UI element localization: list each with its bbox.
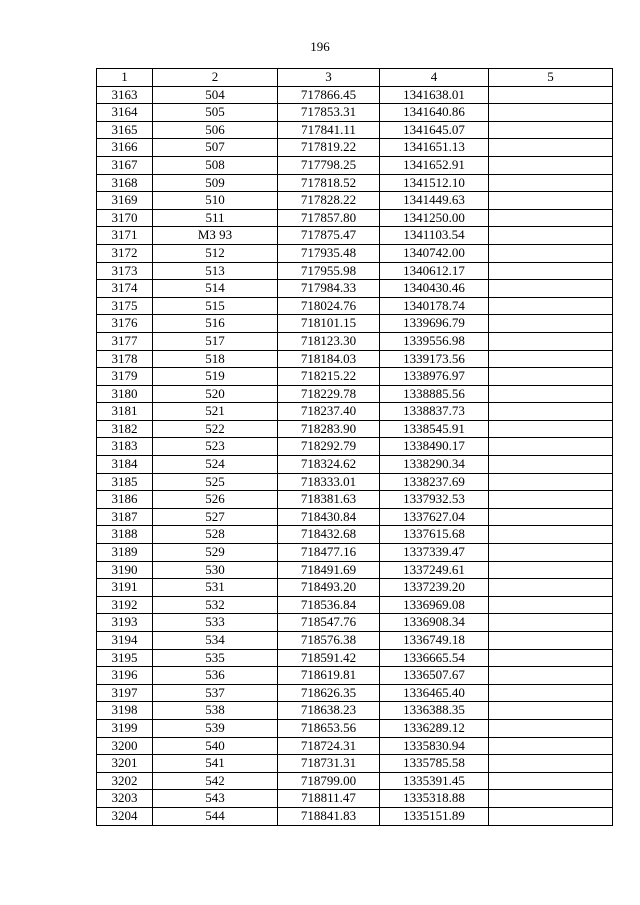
table-cell: 1336749.18: [380, 632, 489, 650]
table-cell: 3180: [97, 385, 153, 403]
table-cell: 537: [153, 684, 278, 702]
table-row: [97, 807, 613, 825]
table-cell: 718547.76: [278, 614, 380, 632]
table-cell: [489, 667, 613, 685]
table-row: [97, 368, 613, 386]
table-cell: [489, 561, 613, 579]
table-cell: 509: [153, 174, 278, 192]
table-cell: 1337615.68: [380, 526, 489, 544]
table-cell: 3184: [97, 456, 153, 474]
table-cell: 1341512.10: [380, 174, 489, 192]
table-row: [97, 315, 613, 333]
table-cell: 718799.00: [278, 772, 380, 790]
table-cell: 3169: [97, 192, 153, 210]
table-cell: 3176: [97, 315, 153, 333]
table-cell: 717819.22: [278, 139, 380, 157]
table-row: [97, 526, 613, 544]
table-row: [97, 508, 613, 526]
table-cell: 718724.31: [278, 737, 380, 755]
table-cell: 1335318.88: [380, 790, 489, 808]
table-cell: 717857.80: [278, 209, 380, 227]
table-row: [97, 385, 613, 403]
table-cell: 1337239.20: [380, 579, 489, 597]
table-cell: 527: [153, 508, 278, 526]
table-cell: [489, 156, 613, 174]
table-cell: 1341250.00: [380, 209, 489, 227]
table-cell: 1335785.58: [380, 755, 489, 773]
table-row: [97, 438, 613, 456]
table-cell: 718184.03: [278, 350, 380, 368]
table-cell: 717866.45: [278, 86, 380, 104]
table-cell: 1336289.12: [380, 719, 489, 737]
table-cell: 1340430.46: [380, 280, 489, 298]
table-cell: 718491.69: [278, 561, 380, 579]
table-cell: 1340612.17: [380, 262, 489, 280]
table-cell: 3177: [97, 332, 153, 350]
table-cell: 1338237.69: [380, 473, 489, 491]
table-cell: [489, 737, 613, 755]
table-cell: 3198: [97, 702, 153, 720]
table-cell: 3195: [97, 649, 153, 667]
table-cell: 513: [153, 262, 278, 280]
table-cell: 718237.40: [278, 403, 380, 421]
table-cell: [489, 790, 613, 808]
column-header: 1: [97, 69, 153, 87]
table-header-row: [97, 69, 613, 87]
column-header: 2: [153, 69, 278, 87]
table-row: [97, 491, 613, 509]
table-cell: [489, 121, 613, 139]
table-row: [97, 139, 613, 157]
table-cell: [489, 350, 613, 368]
table-row: [97, 790, 613, 808]
table-cell: 3178: [97, 350, 153, 368]
table-cell: [489, 192, 613, 210]
table-cell: 3200: [97, 737, 153, 755]
table-cell: [489, 139, 613, 157]
table-row: [97, 350, 613, 368]
table-cell: 1341640.86: [380, 104, 489, 122]
table-cell: 717828.22: [278, 192, 380, 210]
table-row: [97, 332, 613, 350]
table-cell: 540: [153, 737, 278, 755]
table-cell: [489, 456, 613, 474]
table-cell: 718430.84: [278, 508, 380, 526]
table-cell: 1341638.01: [380, 86, 489, 104]
table-row: [97, 121, 613, 139]
table-row: [97, 262, 613, 280]
table-cell: 3199: [97, 719, 153, 737]
table-cell: 717955.98: [278, 262, 380, 280]
table-cell: МЗ 93: [153, 227, 278, 245]
table-row: [97, 244, 613, 262]
table-cell: 717841.11: [278, 121, 380, 139]
table-row: [97, 156, 613, 174]
column-header: 3: [278, 69, 380, 87]
table-row: [97, 772, 613, 790]
table-cell: 718215.22: [278, 368, 380, 386]
table-cell: 542: [153, 772, 278, 790]
table-row: [97, 192, 613, 210]
table-cell: 1339696.79: [380, 315, 489, 333]
table-cell: 3197: [97, 684, 153, 702]
table-cell: [489, 719, 613, 737]
table-cell: 1337627.04: [380, 508, 489, 526]
table-cell: [489, 544, 613, 562]
table-row: [97, 174, 613, 192]
table-cell: 1340178.74: [380, 297, 489, 315]
table-cell: [489, 244, 613, 262]
table-cell: 1335391.45: [380, 772, 489, 790]
table-cell: [489, 632, 613, 650]
table-cell: 1341652.91: [380, 156, 489, 174]
table-cell: [489, 702, 613, 720]
table-cell: 512: [153, 244, 278, 262]
coordinates-table: [96, 68, 613, 826]
table-cell: [489, 596, 613, 614]
table-cell: 507: [153, 139, 278, 157]
table-row: [97, 456, 613, 474]
table-cell: 1337249.61: [380, 561, 489, 579]
table-cell: 718536.84: [278, 596, 380, 614]
table-cell: 1336665.54: [380, 649, 489, 667]
table-cell: [489, 209, 613, 227]
table-cell: [489, 227, 613, 245]
table-row: [97, 755, 613, 773]
table-cell: 718229.78: [278, 385, 380, 403]
table-cell: [489, 280, 613, 298]
table-cell: [489, 86, 613, 104]
table-cell: 3185: [97, 473, 153, 491]
page-number: 196: [310, 39, 330, 54]
table-row: [97, 614, 613, 632]
table-cell: 541: [153, 755, 278, 773]
table-row: [97, 420, 613, 438]
table-cell: 536: [153, 667, 278, 685]
table-cell: 718101.15: [278, 315, 380, 333]
table-cell: 717798.25: [278, 156, 380, 174]
table-row: [97, 209, 613, 227]
table-cell: 1336465.40: [380, 684, 489, 702]
table-row: [97, 104, 613, 122]
table-cell: 522: [153, 420, 278, 438]
table-cell: 717875.47: [278, 227, 380, 245]
table-cell: 3173: [97, 262, 153, 280]
table-cell: 3170: [97, 209, 153, 227]
table-cell: 524: [153, 456, 278, 474]
table-cell: 718591.42: [278, 649, 380, 667]
table-cell: 3179: [97, 368, 153, 386]
table-cell: 508: [153, 156, 278, 174]
table-cell: 1338290.34: [380, 456, 489, 474]
table-cell: 1336908.34: [380, 614, 489, 632]
table-cell: 1336969.08: [380, 596, 489, 614]
table-cell: 525: [153, 473, 278, 491]
table-cell: 523: [153, 438, 278, 456]
table-row: [97, 297, 613, 315]
table-cell: 717853.31: [278, 104, 380, 122]
table-cell: 718477.16: [278, 544, 380, 562]
table-cell: 3174: [97, 280, 153, 298]
table-cell: [489, 297, 613, 315]
table-cell: 3187: [97, 508, 153, 526]
table-cell: 519: [153, 368, 278, 386]
table-row: [97, 403, 613, 421]
table-cell: 3166: [97, 139, 153, 157]
table-cell: 538: [153, 702, 278, 720]
table-cell: [489, 420, 613, 438]
table-cell: [489, 579, 613, 597]
table-cell: 521: [153, 403, 278, 421]
table-cell: 1341103.54: [380, 227, 489, 245]
table-cell: 514: [153, 280, 278, 298]
table-cell: [489, 473, 613, 491]
table-row: [97, 227, 613, 245]
table-cell: 1341449.63: [380, 192, 489, 210]
table-cell: [489, 772, 613, 790]
table-row: [97, 596, 613, 614]
table-cell: 1338837.73: [380, 403, 489, 421]
table-cell: 718653.56: [278, 719, 380, 737]
table-cell: 529: [153, 544, 278, 562]
table-cell: [489, 368, 613, 386]
table-cell: 534: [153, 632, 278, 650]
table-cell: 718626.35: [278, 684, 380, 702]
table-cell: 531: [153, 579, 278, 597]
table-cell: 3191: [97, 579, 153, 597]
table-cell: [489, 649, 613, 667]
table-cell: 3201: [97, 755, 153, 773]
table-cell: 3182: [97, 420, 153, 438]
table-cell: 718123.30: [278, 332, 380, 350]
table-cell: 3163: [97, 86, 153, 104]
table-row: [97, 579, 613, 597]
table-cell: 1339556.98: [380, 332, 489, 350]
table-cell: 3186: [97, 491, 153, 509]
table-cell: 718324.62: [278, 456, 380, 474]
table-cell: [489, 332, 613, 350]
table-row: [97, 544, 613, 562]
table-cell: [489, 491, 613, 509]
table-cell: [489, 262, 613, 280]
table-cell: 517: [153, 332, 278, 350]
table-cell: [489, 403, 613, 421]
table-cell: 505: [153, 104, 278, 122]
table-body: [97, 86, 613, 825]
table-cell: [489, 438, 613, 456]
table-cell: 1336388.35: [380, 702, 489, 720]
table-cell: 718333.01: [278, 473, 380, 491]
table-cell: 1338976.97: [380, 368, 489, 386]
table-cell: [489, 684, 613, 702]
table-cell: 518: [153, 350, 278, 368]
table-cell: 718283.90: [278, 420, 380, 438]
table-cell: [489, 315, 613, 333]
table-cell: 718841.83: [278, 807, 380, 825]
table-cell: 3202: [97, 772, 153, 790]
table-cell: 544: [153, 807, 278, 825]
table-cell: 3189: [97, 544, 153, 562]
table-cell: [489, 526, 613, 544]
table-cell: 718638.23: [278, 702, 380, 720]
table-cell: 3171: [97, 227, 153, 245]
table-cell: [489, 807, 613, 825]
table-cell: 3183: [97, 438, 153, 456]
table-row: [97, 473, 613, 491]
table-row: [97, 737, 613, 755]
table-cell: 3204: [97, 807, 153, 825]
table-cell: 718731.31: [278, 755, 380, 773]
table-row: [97, 719, 613, 737]
table-cell: 1339173.56: [380, 350, 489, 368]
table-cell: 718292.79: [278, 438, 380, 456]
table-cell: 1337932.53: [380, 491, 489, 509]
table-cell: [489, 614, 613, 632]
table-cell: 504: [153, 86, 278, 104]
table-cell: 511: [153, 209, 278, 227]
table-cell: 3168: [97, 174, 153, 192]
table-cell: 516: [153, 315, 278, 333]
table-cell: [489, 508, 613, 526]
column-header: 5: [489, 69, 613, 87]
column-header: 4: [380, 69, 489, 87]
table-cell: 1336507.67: [380, 667, 489, 685]
table-cell: 718024.76: [278, 297, 380, 315]
table-cell: 530: [153, 561, 278, 579]
table-cell: 718619.81: [278, 667, 380, 685]
table-cell: 718381.63: [278, 491, 380, 509]
table-cell: 506: [153, 121, 278, 139]
table-cell: 1337339.47: [380, 544, 489, 562]
table-cell: 3190: [97, 561, 153, 579]
table-row: [97, 561, 613, 579]
table-cell: 1338545.91: [380, 420, 489, 438]
table-cell: 3196: [97, 667, 153, 685]
table-cell: 1335830.94: [380, 737, 489, 755]
table-cell: [489, 755, 613, 773]
table-cell: 3172: [97, 244, 153, 262]
table-cell: 528: [153, 526, 278, 544]
table-cell: 718493.20: [278, 579, 380, 597]
table-cell: 718811.47: [278, 790, 380, 808]
table-row: [97, 86, 613, 104]
table-cell: 539: [153, 719, 278, 737]
table-cell: 1338885.56: [380, 385, 489, 403]
table-cell: 3188: [97, 526, 153, 544]
table-cell: 1341651.13: [380, 139, 489, 157]
table-cell: 526: [153, 491, 278, 509]
table-cell: [489, 104, 613, 122]
table-cell: 3175: [97, 297, 153, 315]
table-cell: 1340742.00: [380, 244, 489, 262]
table-cell: 718432.68: [278, 526, 380, 544]
table-row: [97, 280, 613, 298]
table-row: [97, 649, 613, 667]
table-cell: 3165: [97, 121, 153, 139]
table-cell: 1341645.07: [380, 121, 489, 139]
table-cell: 543: [153, 790, 278, 808]
table-row: [97, 632, 613, 650]
table-cell: 535: [153, 649, 278, 667]
table-cell: 1338490.17: [380, 438, 489, 456]
table-cell: 3164: [97, 104, 153, 122]
table-cell: 718576.38: [278, 632, 380, 650]
table-cell: 717935.48: [278, 244, 380, 262]
table-cell: 717984.33: [278, 280, 380, 298]
table-cell: 3181: [97, 403, 153, 421]
table-cell: 510: [153, 192, 278, 210]
table-cell: 3167: [97, 156, 153, 174]
table-cell: 3193: [97, 614, 153, 632]
table-cell: 520: [153, 385, 278, 403]
table-row: [97, 702, 613, 720]
table-cell: 3194: [97, 632, 153, 650]
table-row: [97, 684, 613, 702]
table-cell: 3192: [97, 596, 153, 614]
table-cell: [489, 385, 613, 403]
table-row: [97, 667, 613, 685]
table-cell: 3203: [97, 790, 153, 808]
table-cell: 1335151.89: [380, 807, 489, 825]
table-cell: 515: [153, 297, 278, 315]
table-cell: 533: [153, 614, 278, 632]
table-cell: [489, 174, 613, 192]
table-cell: 532: [153, 596, 278, 614]
table-cell: 717818.52: [278, 174, 380, 192]
